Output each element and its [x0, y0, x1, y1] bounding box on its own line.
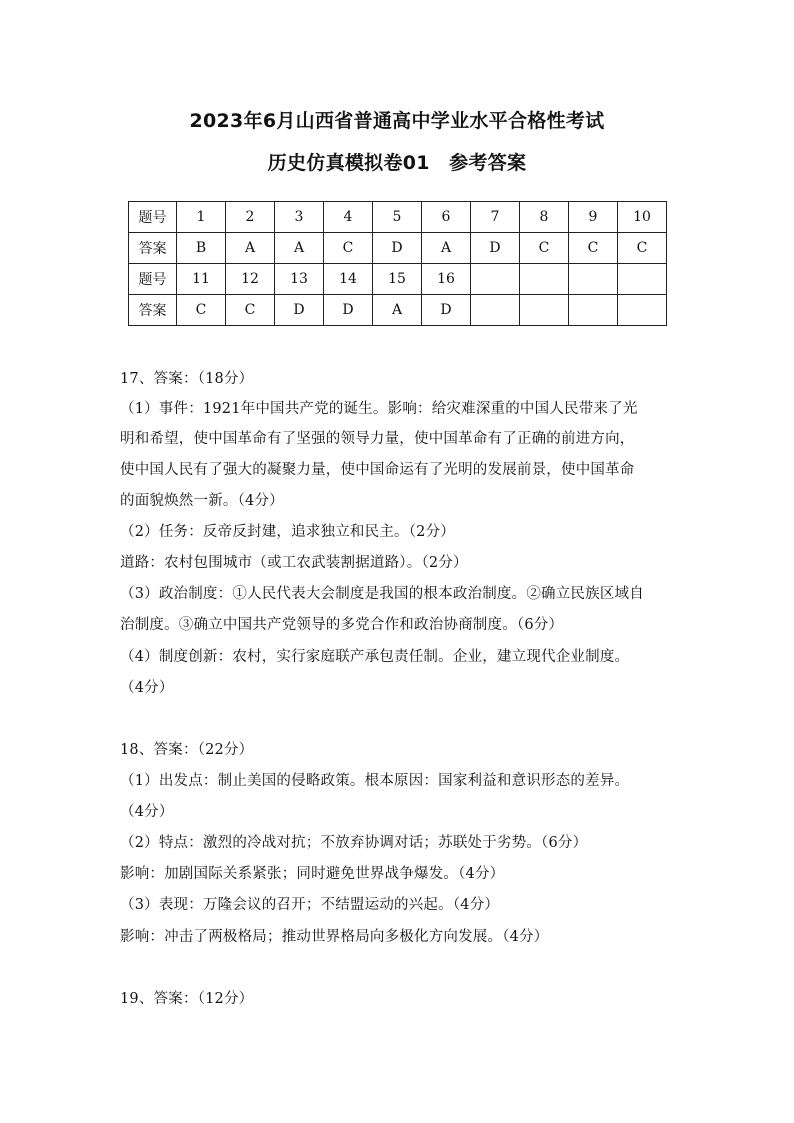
- table-cell: 10: [618, 202, 667, 233]
- table-cell: D: [324, 295, 373, 326]
- table-cell: 14: [324, 264, 373, 295]
- table-cell: C: [618, 233, 667, 264]
- table-cell: 答案: [129, 233, 177, 264]
- table-cell: [520, 264, 569, 295]
- q18-part3-line1: （3）表现：万隆会议的召开；不结盟运动的兴起。（4分）: [120, 897, 500, 913]
- table-row: [129, 233, 667, 264]
- table-cell: 4: [324, 202, 373, 233]
- q17-part3-line1: （3）政治制度：①人民代表大会制度是我国的根本政治制度。②确立民族区域自: [120, 586, 644, 602]
- table-cell: 1: [177, 202, 226, 233]
- table-cell: 6: [422, 202, 471, 233]
- table-row: [129, 202, 667, 233]
- table-cell: [569, 295, 618, 326]
- q18-part2-line2: 影响：加剧国际关系紧张；同时避免世界战争爆发。（4分）: [120, 866, 505, 882]
- table-cell: [471, 295, 520, 326]
- table-cell: A: [226, 233, 275, 264]
- q17-heading: 17、答案：（18分）: [120, 371, 254, 387]
- table-cell: 答案: [129, 295, 177, 326]
- table-cell: 12: [226, 264, 275, 295]
- q19-heading: 19、答案：（12分）: [120, 991, 254, 1007]
- table-cell: C: [520, 233, 569, 264]
- q18-heading: 18、答案：（22分）: [120, 742, 254, 758]
- q17-part4-line1: （4）制度创新：农村，实行家庭联产承包责任制。企业，建立现代企业制度。: [120, 649, 630, 665]
- document-title: 2023年6月山西省普通高中学业水平合格性考试: [189, 110, 605, 132]
- table-cell: D: [422, 295, 471, 326]
- table-row: [129, 264, 667, 295]
- table-cell: 13: [275, 264, 324, 295]
- q18-part2-line1: （2）特点：激烈的冷战对抗；不放弃协调对话；苏联处于劣势。（6分）: [120, 835, 588, 851]
- table-cell: 16: [422, 264, 471, 295]
- table-cell: 15: [373, 264, 422, 295]
- table-cell: [618, 295, 667, 326]
- table-cell: 题号: [129, 202, 177, 233]
- table-cell: B: [177, 233, 226, 264]
- table-cell: C: [177, 295, 226, 326]
- table-cell: D: [373, 233, 422, 264]
- q18-part1-line1: （1）出发点：制止美国的侵略政策。根本原因：国家利益和意识形态的差异。: [120, 773, 630, 789]
- table-cell: 题号: [129, 264, 177, 295]
- table-cell: C: [569, 233, 618, 264]
- table-cell: [569, 264, 618, 295]
- q17-part1-line4: 的面貌焕然一新。（4分）: [120, 493, 284, 509]
- table-cell: D: [275, 295, 324, 326]
- q18-part3-line2: 影响：冲击了两极格局；推动世界格局向多极化方向发展。（4分）: [120, 929, 549, 945]
- table-cell: C: [324, 233, 373, 264]
- table-cell: 5: [373, 202, 422, 233]
- q17-part2-line1: （2）任务：反帝反封建，追求独立和民主。（2分）: [120, 524, 455, 540]
- table-cell: A: [422, 233, 471, 264]
- table-row: [129, 295, 667, 326]
- q17-part1-line2: 明和希望，使中国革命有了坚强的领导力量，使中国革命有了正确的前进方向，: [120, 431, 635, 447]
- q17-part1-line1: （1）事件：1921年中国共产党的诞生。影响：给灾难深重的中国人民带来了光: [120, 401, 638, 417]
- answer-table: [128, 201, 667, 326]
- table-cell: 11: [177, 264, 226, 295]
- q17-part3-line2: 治制度。③确立中国共产党领导的多党合作和政治协商制度。（6分）: [120, 617, 564, 633]
- table-cell: 3: [275, 202, 324, 233]
- table-cell: 8: [520, 202, 569, 233]
- table-cell: 9: [569, 202, 618, 233]
- q18-part1-line2: （4分）: [120, 804, 174, 820]
- table-cell: [618, 264, 667, 295]
- q17-part1-line3: 使中国人民有了强大的凝聚力量，使中国命运有了光明的发展前景，使中国革命: [120, 462, 635, 478]
- table-cell: A: [275, 233, 324, 264]
- table-cell: D: [471, 233, 520, 264]
- q17-part2-line2: 道路：农村包围城市（或工农武装割据道路）。（2分）: [120, 555, 468, 571]
- document-subtitle: 历史仿真模拟卷01 参考答案: [267, 152, 527, 174]
- table-cell: [471, 264, 520, 295]
- table-cell: A: [373, 295, 422, 326]
- q17-part4-line2: （4分）: [120, 680, 174, 696]
- table-cell: 2: [226, 202, 275, 233]
- table-cell: 7: [471, 202, 520, 233]
- table-cell: C: [226, 295, 275, 326]
- table-cell: [520, 295, 569, 326]
